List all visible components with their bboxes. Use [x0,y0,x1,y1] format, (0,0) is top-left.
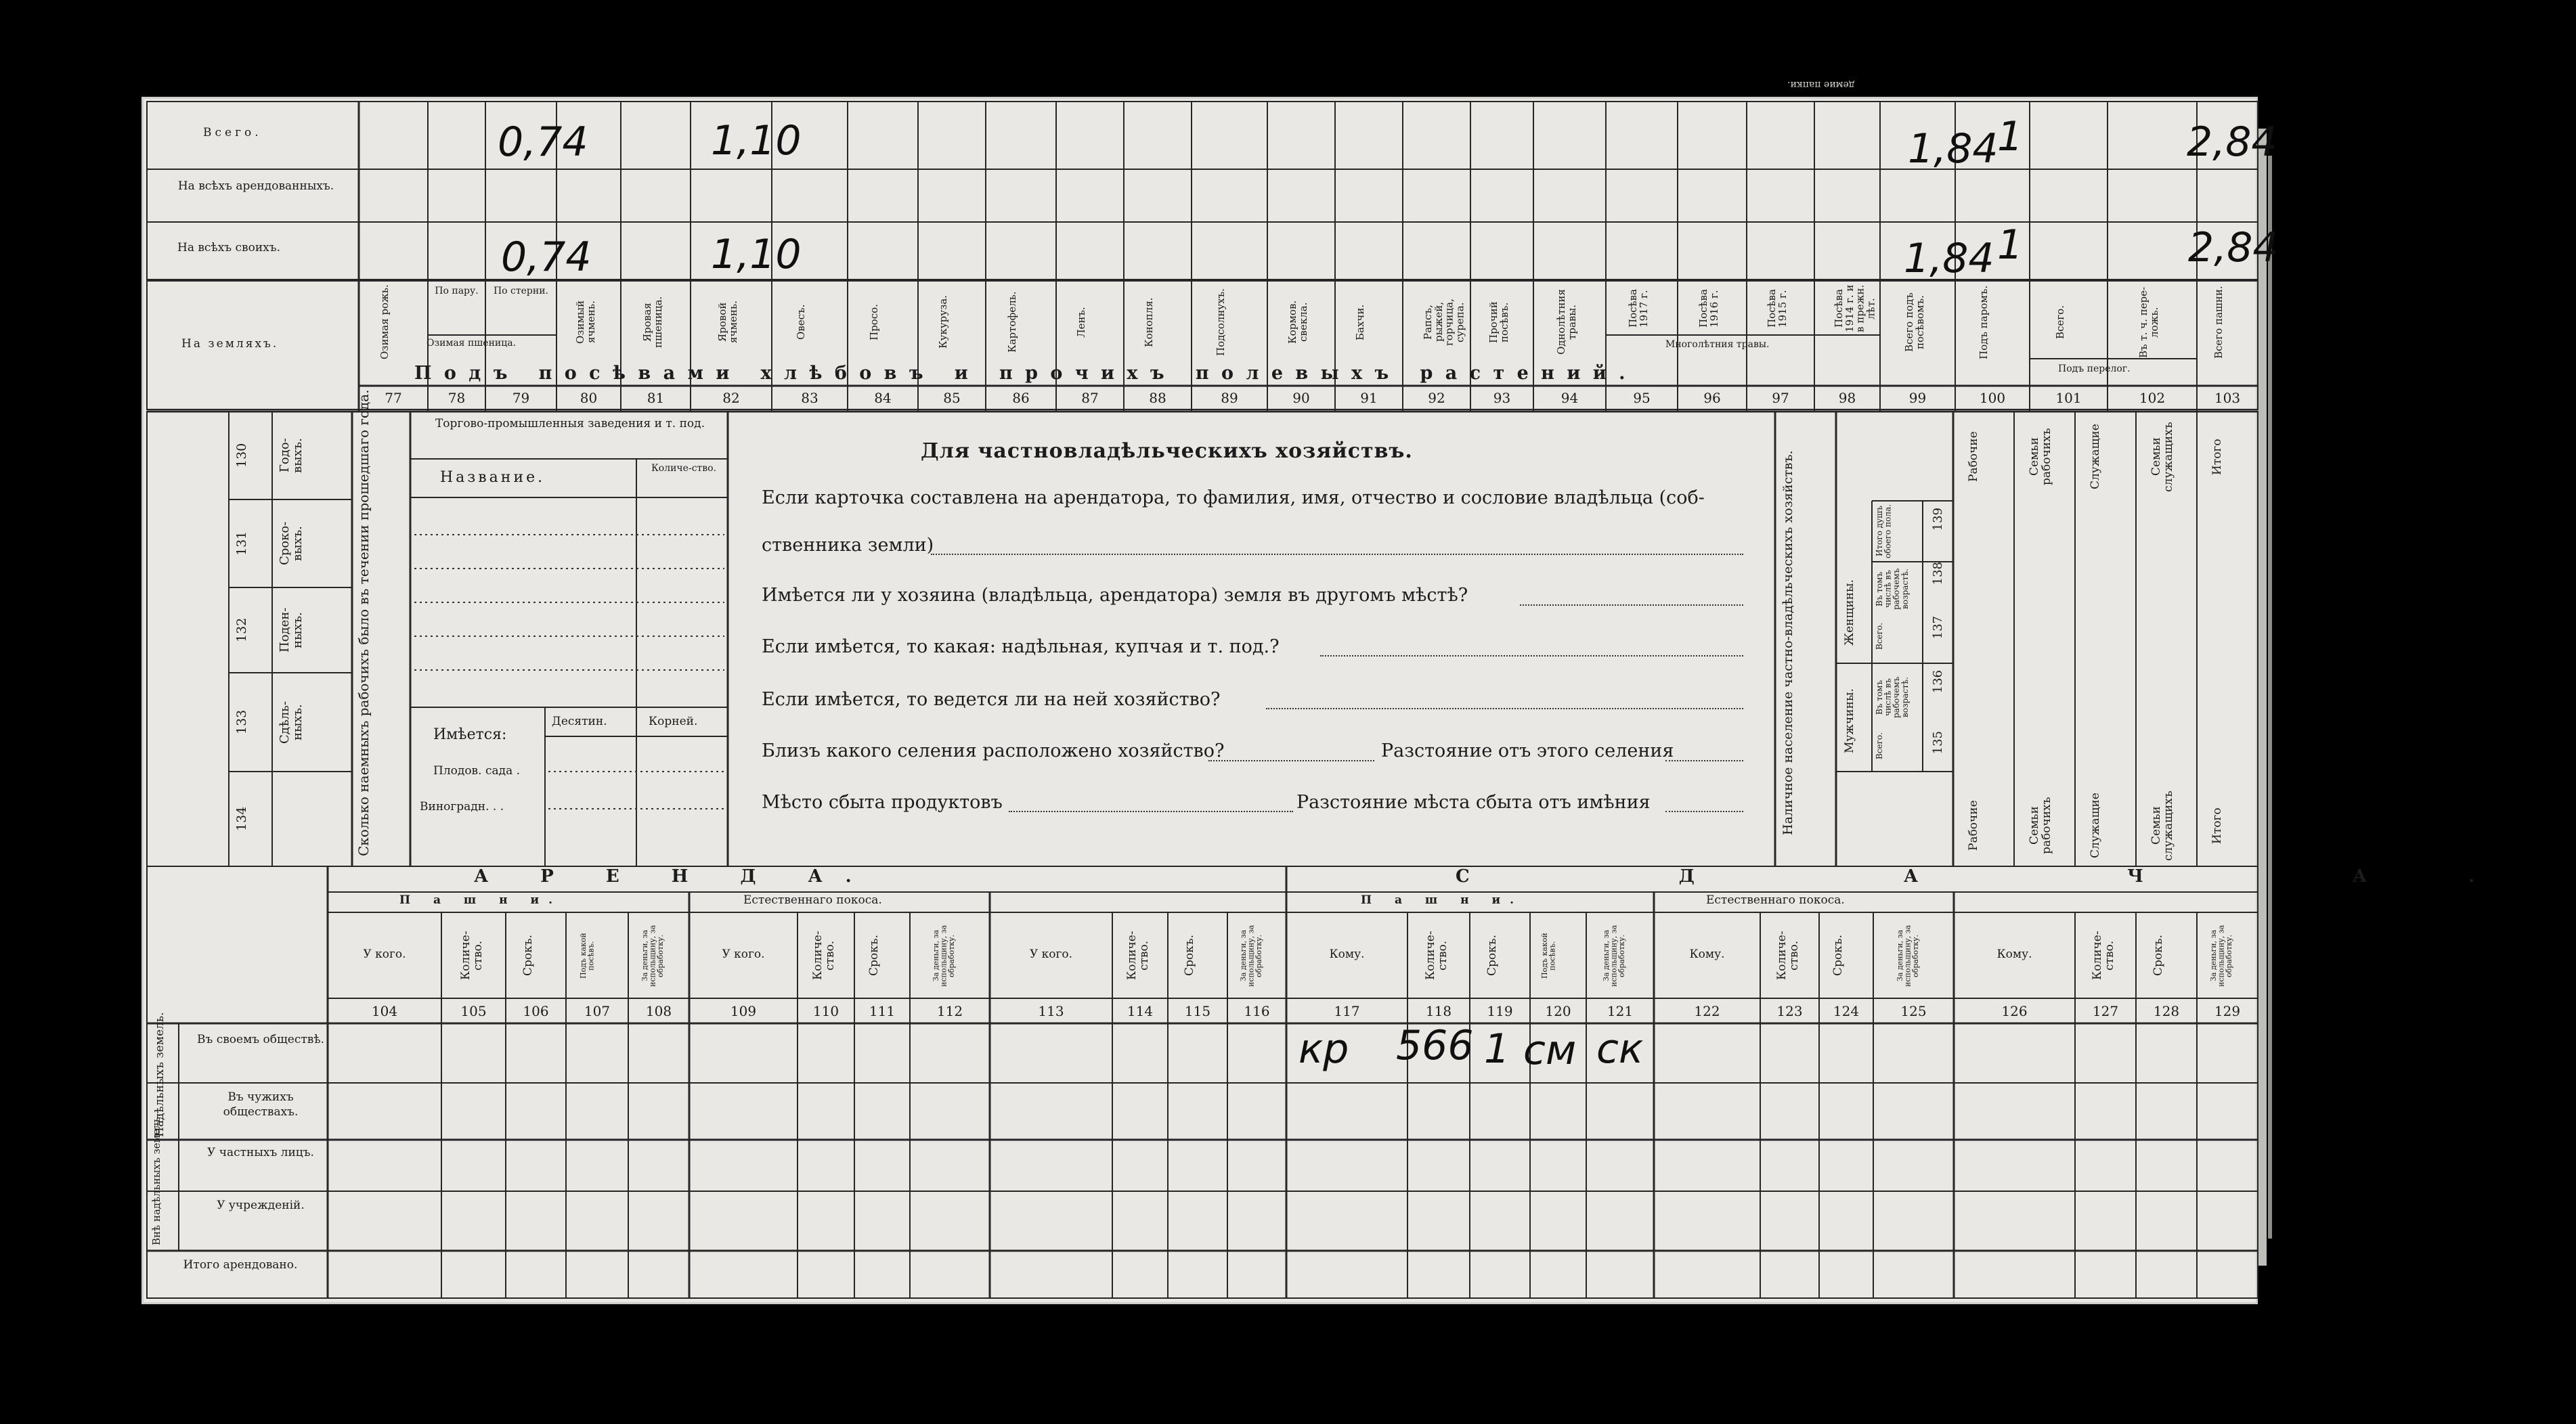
top-col-header-16: Рапсъ, рыжей, горчица, сурепа. [1422,298,1466,346]
top-col-number: 102 [2139,390,2166,406]
top-col-number: 101 [2055,390,2082,406]
hw-vsego-99: 1,84 [1908,125,1999,173]
lease-arenda-title: А Р Е Н Д А. [474,866,875,887]
enterprises-col-name: Назвaние. [440,469,546,486]
lease-col-header: За деньги, за испольщину, за обработку. [2209,925,2234,987]
lease-col-number: 108 [645,1003,672,1019]
private-q6a: Мѣсто сбыта продуктовъ [762,792,1003,813]
enterprises-title: Торгово-промышленныя заведения и т. под. [435,417,705,430]
lease-col-header: Количе-ство. [1774,931,1801,981]
top-col-number: 95 [1633,390,1651,406]
lease-col-number: 122 [1694,1003,1720,1019]
top-col-number: 96 [1703,390,1721,406]
lease-row-itogo: Итого арендовано. [183,1258,298,1272]
lease-col-header: Кому. [1689,948,1725,961]
population-col-label: Итого душъ обоего пола. [1875,504,1893,558]
top-col-header-22: Посѣва 1914 г. и в прежн. лѣт. [1832,284,1877,333]
enterprises-desyatin: Десятин. [552,715,607,728]
top-col-header-19: Посѣва 1917 г. [1627,289,1650,328]
lease-col-header: За деньги, за испольщину, за обработку. [1895,925,1920,987]
enterprises-vinograd: Виноградн. . . [420,800,504,814]
workers-col-number: 130 [234,443,249,468]
workers-side-title: Сколько наемныхъ рабочихъ было въ течении прошедшаго года. [355,389,372,856]
lease-col-header: За деньги, за испольщину, за обработку. [1602,925,1627,987]
lease-col-header: Срокъ. [521,935,535,977]
lease-sdacha-pashni: П а ш н и. [1361,893,1523,907]
hw-svoih-79: 0,74 [501,233,592,281]
top-col-header-23: Всего подъ посѣвомъ. [1902,292,1926,352]
lease-col-header: Срокъ. [1485,935,1499,977]
enterprises-korney: Корней. [649,715,698,728]
top-col-header-25: Всего. [2053,305,2066,339]
top-col-number: 81 [647,390,665,406]
top-col-header-4: Озимый ячмень. [573,300,597,344]
top-col-header-18: Однолѣтния травы. [1554,289,1578,355]
lease-row-chastnyh: У частныхъ лицъ. [207,1146,314,1159]
top-col-number: 97 [1772,390,1789,406]
workers-col-number: 132 [234,617,249,643]
private-title: Для частновладѣльческихъ хозяйствъ. [921,439,1413,463]
lease-col-number: 118 [1425,1003,1452,1019]
population-zhenshchiny: Женщины. [1843,579,1856,646]
lease-col-header: Срокъ. [2152,935,2165,977]
lease-col-number: 114 [1127,1003,1154,1019]
row-label-arendovannyh: На всѣхъ арендованныхъ. [177,179,334,193]
lease-col-header: Количе-ство. [1125,931,1151,981]
top-col-number: 92 [1428,390,1445,406]
workers-col-number: 131 [234,531,249,556]
top-col-number: 91 [1360,390,1378,406]
population-col-number: 139 [1931,508,1945,531]
lease-col-header: У кого. [363,948,406,961]
lease-col-number: 124 [1833,1003,1860,1019]
hw-svoih-100: 1 [1997,221,2024,269]
top-col-number: 77 [385,390,402,406]
workers-col-label: Сдѣль- ныхъ. [278,700,305,744]
top-col-header-5: Яровая пшеница. [640,296,664,349]
top-col-number: 90 [1292,390,1310,406]
private-q1a: Если карточка составлена на арендатора, то фамилия, имя, отчество и сословие владѣльца (соб- [762,487,1705,508]
top-col-number: 86 [1012,390,1030,406]
lease-col-number: 123 [1776,1003,1803,1019]
lease-col-number: 119 [1487,1003,1513,1019]
population-right-col-label: Рабочие [1967,431,1980,483]
top-col-number: 79 [512,390,530,406]
top-col-header-2: По пару. [435,286,479,296]
lease-sdacha-title: С Д А Ч А. [1456,866,2576,887]
lease-col-number: 105 [460,1003,487,1019]
top-col-header-26: Въ т. ч. пере-ложь. [2137,286,2160,358]
enterprises-sad: Плодов. сада . [433,764,521,778]
lease-col-number: 113 [1038,1003,1064,1019]
top-col-number: 98 [1838,390,1856,406]
lease-col-header: Срокъ. [867,935,881,977]
top-col-header-11: Ленъ. [1075,307,1087,338]
top-col-header-20: Посѣва 1916 г. [1697,289,1720,328]
population-col-label: Всего. [1875,732,1884,760]
top-col-number: 85 [943,390,961,406]
top-col-header-12: Конопля. [1143,297,1155,347]
population-right-col-label: Семьи служащихъ [2149,422,2175,492]
hw-lease-plata: ск [1596,1025,1644,1073]
workers-col-number: 134 [234,806,249,832]
hw-vsego-79: 0,74 [498,118,588,166]
population-right-col-label: Итого [2210,439,2224,475]
lease-col-header: Подъ какой посѣвъ. [579,933,596,979]
top-col-header-21: Посѣва 1915 г. [1766,289,1789,328]
population-right-col-label: Служащие [2089,793,2102,859]
population-right-col-label: Служащие [2089,424,2102,490]
lease-row-chuzhih: Въ чужихъ обществахъ. [223,1090,299,1119]
hw-lease-posev: см [1523,1027,1577,1074]
workers-col-label: Поден- ныхъ. [278,607,305,653]
hw-svoih-103: 2,84 [2188,224,2279,271]
lease-row-uchrezhdeniy: У учрежденiй. [217,1199,305,1212]
hw-svoih-99: 1,84 [1904,235,1994,282]
lease-col-number: 104 [371,1003,398,1019]
hw-lease-srok: 1 [1484,1025,1510,1073]
top-col-header-15: Бахчи. [1354,304,1366,340]
lease-arenda-pokos: Естественнаго покоса. [743,893,882,907]
lease-col-number: 128 [2153,1003,2180,1019]
population-col-number: 136 [1931,670,1945,694]
population-right-col-label: Семьи рабочихъ [2028,428,2053,486]
lease-row-group-nadel: Надѣльныхъ земель. [153,1012,167,1137]
lease-arenda-pashni: П а ш н и. [399,893,562,907]
lease-col-number: 111 [869,1003,896,1019]
group-mnogoletnie: Многолѣтния травы. [1665,339,1770,350]
workers-col-label: Годо- выхъ. [278,438,305,473]
top-col-number: 94 [1560,390,1579,406]
top-col-number: 93 [1493,390,1511,406]
top-col-header-1: Озимая рожь. [378,284,391,360]
top-col-header-9: Кукуруза. [937,295,949,349]
lease-sdacha-pokos: Естественнаго покоса. [1706,893,1845,907]
population-right-col-label: Рабочие [1967,800,1980,851]
population-right-col-label: Семьи служащихъ [2149,791,2175,861]
lease-row-group-vne-nadel: Внѣ надѣльныхъ земель. [150,1113,162,1245]
workers-col-label: Сроко- выхъ. [278,521,305,566]
lease-col-number: 121 [1607,1003,1634,1019]
top-col-number: 83 [801,390,818,406]
lease-col-header: Срокъ. [1183,935,1196,977]
top-col-number: 99 [1908,390,1927,406]
top-col-header-10: Картофель. [1006,291,1018,353]
row-label-na-zemlyah: На земляхъ. [181,337,279,351]
top-col-header-17: Прочий посѣвъ. [1487,301,1510,343]
hw-lease-komu: кр [1298,1025,1349,1073]
group-perelog: Подъ перелог. [2058,363,2131,374]
banner-posevy: Подъ посѣвами хлѣбовъ и прочихъ полевыхъ растений. [414,363,1638,384]
lease-col-number: 106 [523,1003,549,1019]
population-right-col-label: Семьи рабочихъ [2028,797,2053,855]
hw-vsego-82: 1,10 [711,117,802,164]
lease-col-header: За деньги, за испольщину, за обработку. [1238,925,1263,987]
group-ozimaya-pshenitsa: Озимая пшеница. [427,338,517,349]
population-col-label: Въ томъ числѣ въ рабочемъ возрастѣ. [1875,568,1910,610]
lease-row-svoem: Въ своемъ обществѣ. [196,1033,325,1046]
lease-col-number: 120 [1545,1003,1571,1019]
top-col-header-24: Подъ паромъ. [1978,285,1990,359]
population-col-label: Всего. [1875,623,1884,650]
lease-col-number: 126 [2001,1003,2028,1019]
lease-col-header: За деньги, за испольщину, за обработку. [640,925,665,987]
lease-col-header: Количе-ство. [1424,931,1449,981]
top-col-number: 84 [874,390,892,406]
lease-col-header: За деньги, за испольщину, за обработку. [932,925,957,987]
lease-col-number: 110 [812,1003,839,1019]
top-col-header-8: Просо. [868,304,880,340]
population-col-label: Въ томъ числѣ въ рабочемъ возрастѣ. [1875,676,1910,718]
enterprises-imeetsya: Имѣется: [433,726,507,743]
lease-col-number: 127 [2092,1003,2119,1019]
top-col-header-3: По стерни. [493,286,549,296]
lease-col-number: 117 [1334,1003,1360,1019]
lease-col-header: У кого. [722,948,765,961]
private-q3: Если имѣется, то какая: надѣльная, купчая и т. под.? [762,636,1280,657]
lease-col-number: 115 [1184,1003,1211,1019]
private-q4: Если имѣется, то ведется ли на ней хозяйство? [762,689,1221,710]
top-col-header-7: Овесъ. [795,304,807,340]
top-col-header-27: Всего пашни. [2212,286,2225,359]
hw-lease-kolichestvo: 566 [1396,1022,1474,1069]
lease-col-number: 125 [1900,1003,1927,1019]
top-col-number: 103 [2214,390,2241,406]
lease-col-header: Количе-ство. [2091,931,2116,981]
population-col-number: 138 [1931,562,1945,585]
population-col-number: 137 [1931,616,1945,640]
hw-vsego-103: 2,84 [2187,118,2277,166]
lease-col-header: Кому. [1329,948,1365,961]
lease-col-header: Количе-ство. [811,931,837,981]
population-side-title: Наличное население частно-владѣльческихъ хозяйствъ. [1781,450,1795,836]
lease-col-header: Кому. [1996,948,2032,961]
top-col-header-13: Подсолнухъ. [1215,288,1227,356]
private-q2: Имѣется ли у хозяина (владѣльца, арендатора) земля въ другомъ мѣстѣ? [762,585,1468,606]
top-col-header-6: Яровой ячмень. [716,301,739,344]
top-col-number: 78 [447,390,466,406]
lease-col-number: 129 [2214,1003,2241,1019]
top-col-number: 100 [1979,390,2006,406]
lease-col-number: 112 [936,1003,963,1019]
population-muzhchiny: Мужчины. [1843,688,1856,753]
row-label-vsego: Всего. [203,126,262,139]
lease-col-number: 109 [730,1003,757,1019]
enterprises-col-qty: Количе-ство. [651,463,717,474]
top-col-number: 87 [1081,390,1099,406]
population-right-col-label: Итого [2210,807,2224,844]
private-q1b: ственника земли) [762,535,934,556]
top-col-number: 89 [1221,390,1238,406]
corner-text: демие папки. [1787,79,1855,90]
row-label-svoih: На всѣхъ своихъ. [177,241,280,254]
private-q6b: Разстояние мѣста сбыта отъ имѣния [1296,792,1651,813]
lease-col-number: 116 [1244,1003,1270,1019]
lease-col-header: У кого. [1029,948,1073,961]
lease-col-header: Количе-ство. [458,931,485,981]
private-q5a: Близъ какого селения расположено хозяйство? [762,740,1225,761]
top-col-number: 80 [580,390,598,406]
top-col-number: 82 [722,390,740,406]
top-col-number: 88 [1149,390,1166,406]
hw-vsego-100: 1 [1997,113,2024,160]
top-col-header-14: Кормов. свекла. [1286,300,1309,344]
hw-svoih-82: 1,10 [711,231,802,278]
population-col-number: 135 [1931,731,1945,755]
workers-col-number: 133 [234,709,249,735]
private-q5b: Разстояние отъ этого селения [1381,740,1674,761]
lease-col-header: Подъ какой посѣвъ. [1540,933,1557,979]
lease-col-number: 107 [584,1003,611,1019]
lease-col-header: Срокъ. [1831,935,1845,977]
